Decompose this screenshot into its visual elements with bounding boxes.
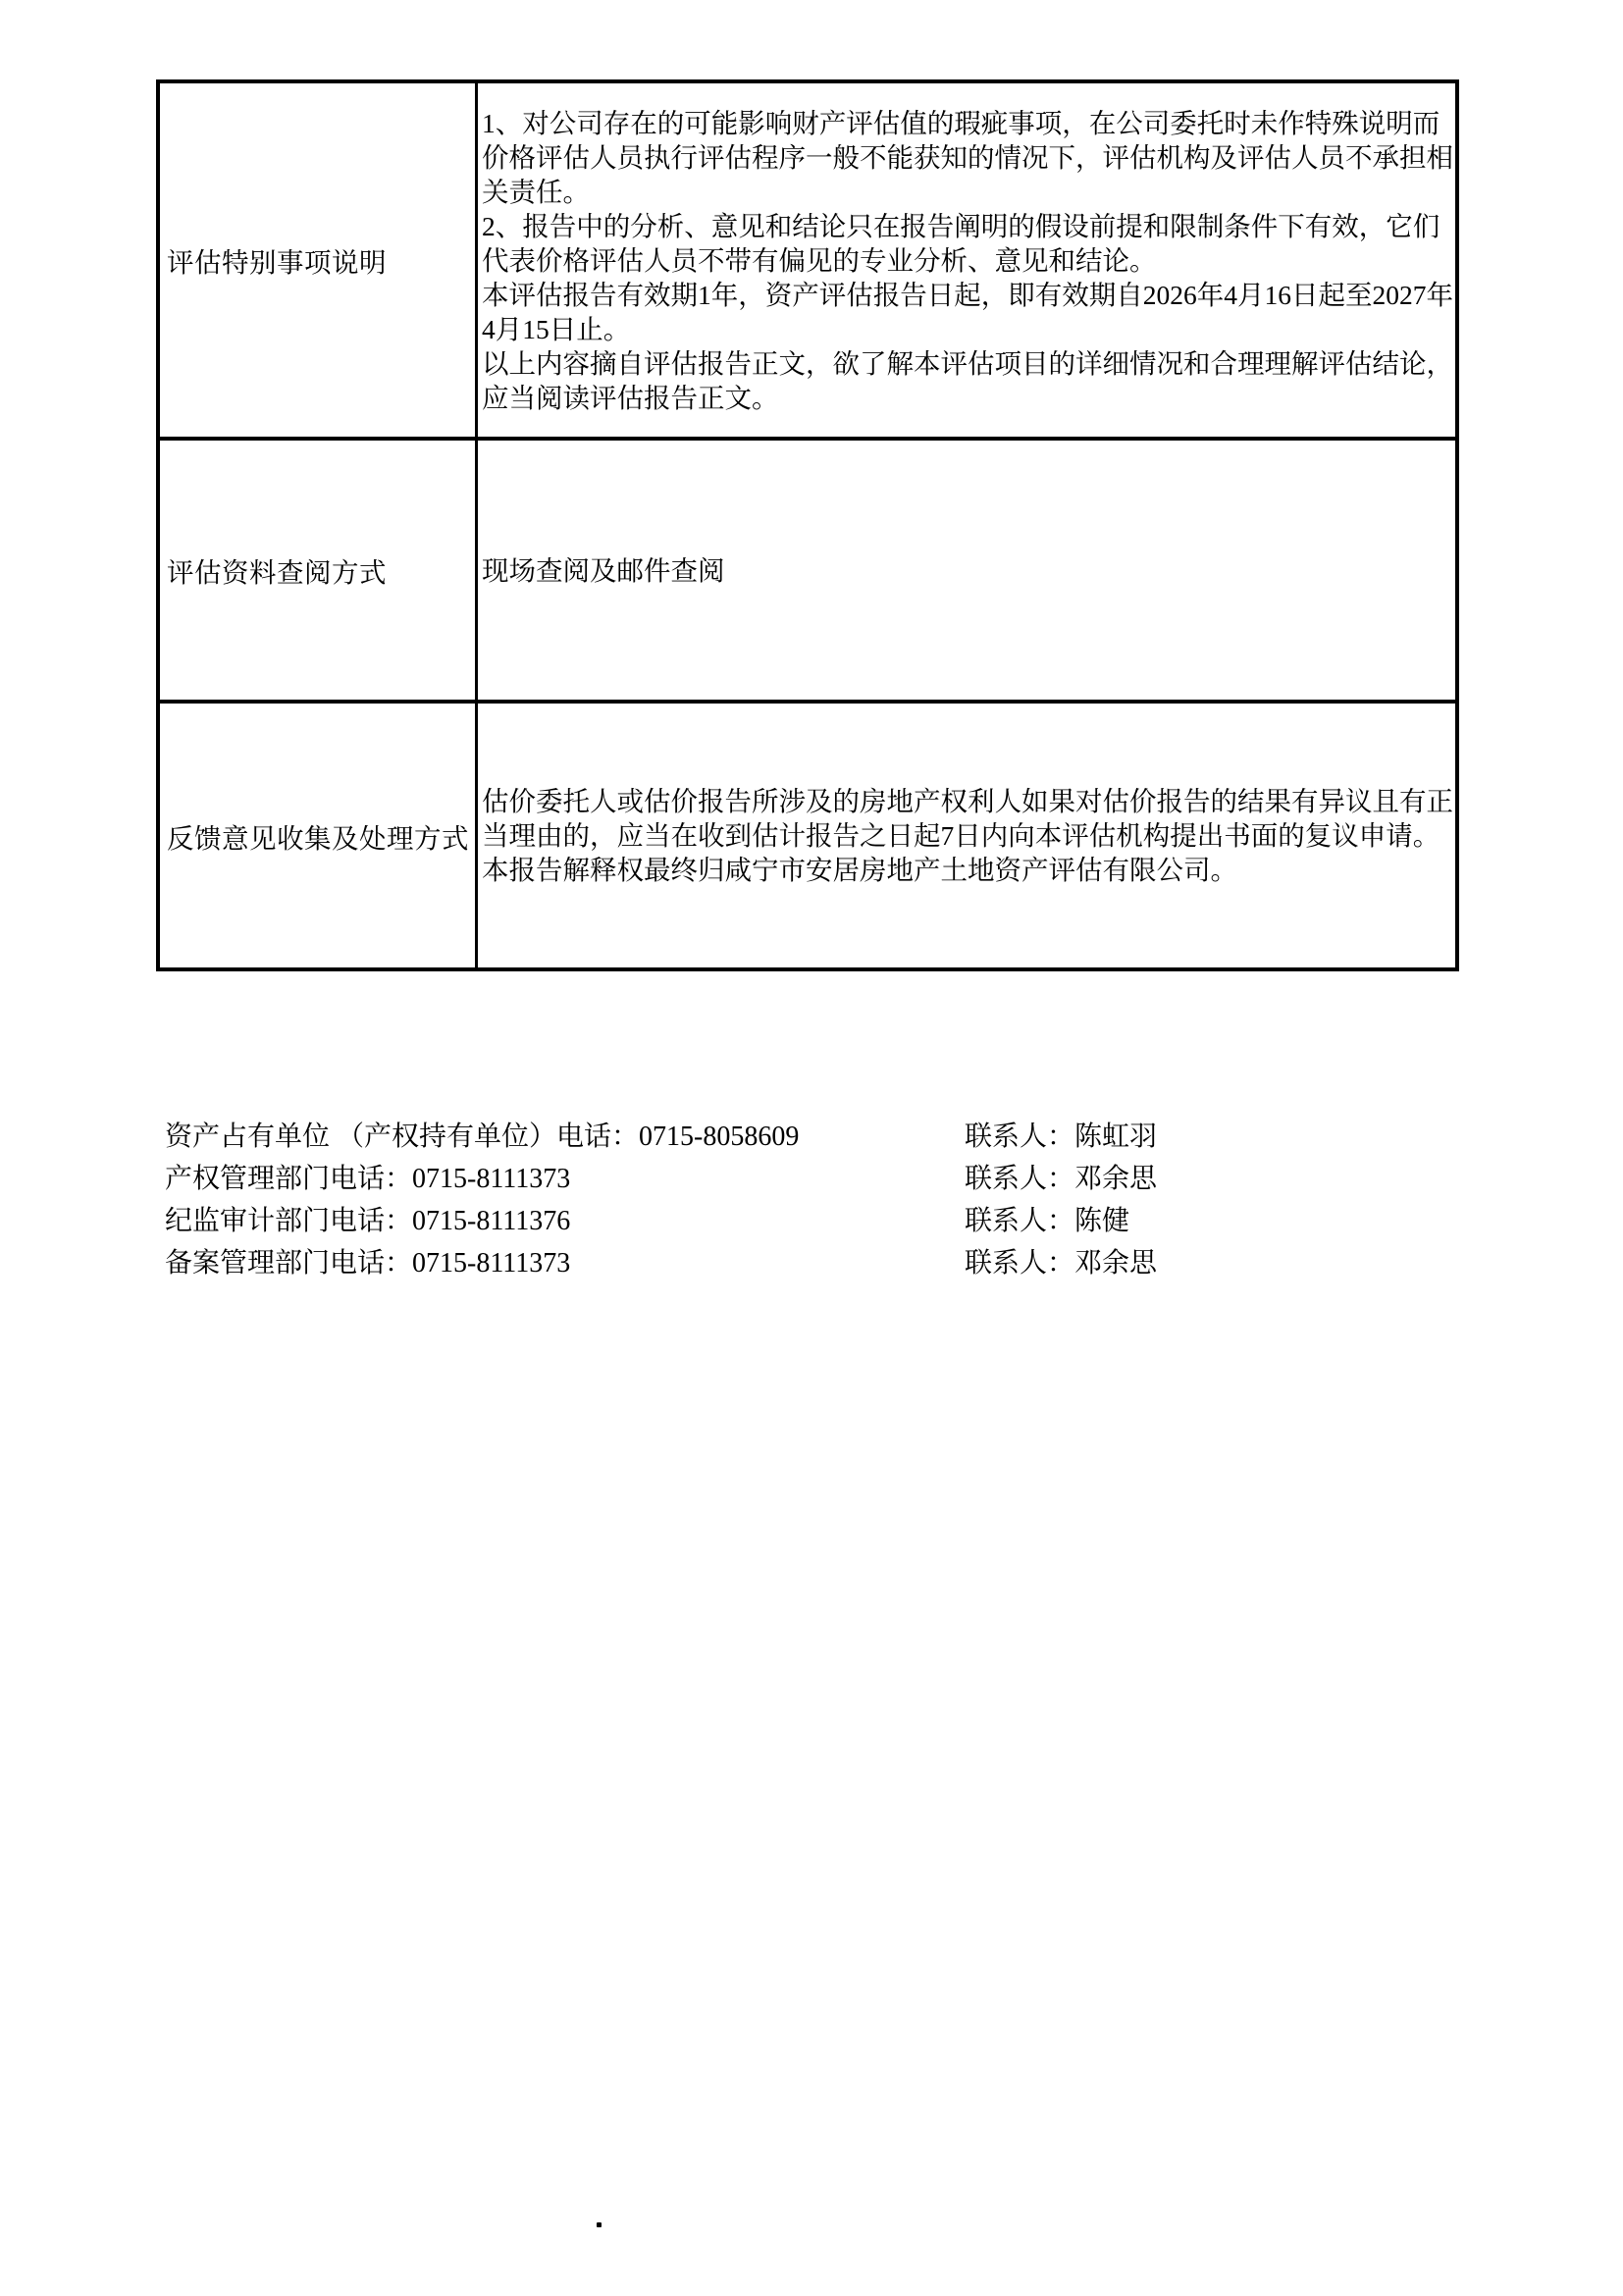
table-row bbox=[160, 700, 1455, 967]
row-label-material-review-method: 评估资料查阅方式 bbox=[160, 441, 478, 700]
assessment-summary-table bbox=[156, 79, 1459, 971]
content-line: 2、报告中的分析、意见和结论只在报告阐明的假设前提和限制条件下有效，它们 bbox=[482, 210, 1440, 241]
contact-phone: 备案管理部门电话：0715-8111373 bbox=[165, 1247, 571, 1278]
table-row bbox=[160, 437, 1455, 700]
contact-person: 联系人：陈虹羽 bbox=[965, 1121, 1158, 1152]
content-line: 以上内容摘自评估报告正文，欲了解本评估项目的详细情况和合理理解评估结论， bbox=[482, 347, 1453, 379]
contact-phone: 资产占有单位 （产权持有单位）电话：0715-8058609 bbox=[165, 1121, 800, 1152]
contact-phone: 产权管理部门电话：0715-8111373 bbox=[165, 1163, 571, 1194]
contact-phone: 纪监审计部门电话：0715-8111376 bbox=[165, 1205, 571, 1236]
content-line: 1、对公司存在的可能影响财产评估值的瑕疵事项，在公司委托时未作特殊说明而 bbox=[482, 107, 1440, 138]
contact-person: 联系人：邓余思 bbox=[965, 1163, 1158, 1194]
row-label-feedback-handling: 反馈意见收集及处理方式 bbox=[160, 704, 478, 967]
content-line: 应当阅读评估报告正文。 bbox=[482, 382, 779, 413]
contact-row bbox=[165, 1197, 1460, 1239]
row-content-feedback-handling bbox=[478, 704, 1457, 967]
content-line: 价格评估人员执行评估程序一般不能获知的情况下，评估机构及评估人员不承担相 bbox=[482, 141, 1453, 173]
row-content-material-review-method bbox=[478, 441, 1455, 700]
scan-artifact-dot bbox=[597, 2222, 602, 2227]
contact-person: 联系人：邓余思 bbox=[965, 1247, 1158, 1278]
contact-info-section bbox=[165, 1113, 1460, 1281]
row-label-special-matters: 评估特别事项说明 bbox=[160, 83, 478, 437]
content-line: 4月15日止。 bbox=[482, 313, 631, 344]
content-line: 代表价格评估人员不带有偏见的专业分析、意见和结论。 bbox=[482, 244, 1157, 276]
contact-row bbox=[165, 1239, 1460, 1281]
contact-row bbox=[165, 1155, 1460, 1197]
content-line: 本评估报告有效期1年，资产评估报告日起，即有效期自2026年4月16日起至2027年 bbox=[482, 279, 1453, 310]
contact-person: 联系人：陈健 bbox=[965, 1205, 1130, 1236]
content-line: 估价委托人或估价报告所涉及的房地产权利人如果对估价报告的结果有异议且有正 bbox=[482, 786, 1453, 816]
content-line: 关责任。 bbox=[482, 176, 590, 207]
table-row bbox=[160, 83, 1455, 437]
content-line: 本报告解释权最终归咸宁市安居房地产土地资产评估有限公司。 bbox=[482, 855, 1237, 885]
content-line: 当理由的，应当在收到估计报告之日起7日内向本评估机构提出书面的复议申请。 bbox=[482, 820, 1440, 851]
content-line: 现场查阅及邮件查阅 bbox=[482, 554, 725, 586]
row-content-special-matters bbox=[478, 83, 1457, 437]
contact-row bbox=[165, 1113, 1460, 1155]
